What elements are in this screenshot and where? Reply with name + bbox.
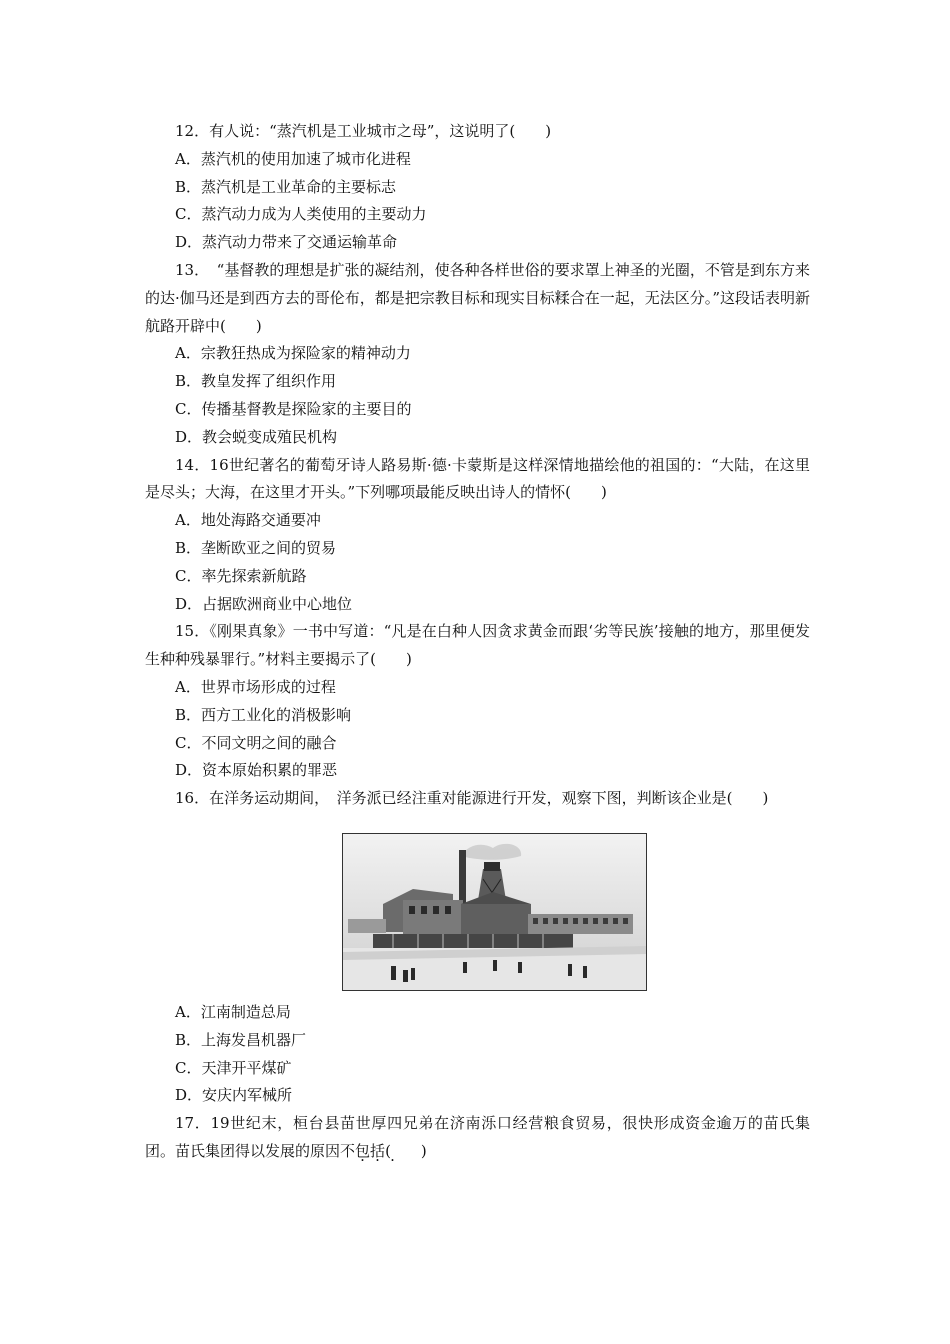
option-c: C．不同文明之间的融合	[175, 733, 337, 752]
option-c: C．天津开平煤矿	[175, 1058, 292, 1077]
factory-illustration	[343, 834, 646, 990]
question-stem: 14．16世纪著名的葡萄牙诗人路易斯·德·卡蒙斯是这样深情地描绘他的祖国的：“大陆，在这里是尽头；大海，在这里才开头。”下列哪项最能反映出诗人的情怀( )	[145, 455, 810, 502]
answer-blank: ( )	[385, 1141, 427, 1160]
question-17	[145, 1110, 810, 1166]
option-d: D．占据欧洲商业中心地位	[175, 594, 353, 613]
option-c: C．传播基督教是探险家的主要目的	[175, 399, 412, 418]
option-b: B．蒸汽机是工业革命的主要标志	[175, 177, 397, 196]
option-b: B．垄断欧亚之间的贸易	[175, 538, 337, 557]
option-a: A．地处海路交通要冲	[175, 511, 321, 530]
question-stem: 15．《刚果真象》一书中写道：“凡是在白种人因贪求黄金而跟‘劣等民族’接触的地方，那里便发生种种残暴罪行。”材料主要揭示了( )	[145, 622, 810, 669]
stem-text: 17．19世纪末，桓台县苗世厚四兄弟在济南泺口经营粮食贸易，很快形成资金逾万的苗氏集团。苗氏集团得以发展的原因	[145, 1114, 810, 1160]
option-b: B．上海发昌机器厂	[175, 1030, 307, 1049]
option-c: C．蒸汽动力成为人类使用的主要动力	[175, 205, 427, 224]
option-d: D．资本原始积累的罪恶	[175, 761, 338, 780]
question-stem: 13． “基督教的理想是扩张的凝结剂，使各种各样世俗的要求罩上神圣的光圈，不管是到东方来的达·伽马还是到西方去的哥伦布，都是把宗教目标和现实目标糅合在一起，无法区分。”这段话表明新航路开辟中( )	[145, 260, 810, 335]
question-13	[145, 257, 810, 452]
emphasis-char: 括	[370, 1141, 386, 1160]
option-c: C．率先探索新航路	[175, 566, 307, 585]
question-12	[145, 118, 810, 257]
option-a: A．世界市场形成的过程	[175, 677, 336, 696]
option-d: D．安庆内军械所	[175, 1086, 293, 1105]
option-d: D．蒸汽动力带来了交通运输革命	[175, 233, 398, 252]
question-stem: 12．有人说：“蒸汽机是工业城市之母”，这说明了( )	[175, 122, 552, 140]
emphasis-char: 包	[355, 1141, 371, 1160]
option-a: A．蒸汽机的使用加速了城市化进程	[175, 149, 411, 168]
question-15	[145, 618, 810, 785]
question-stem: 16．在洋务运动期间， 洋务派已经注重对能源进行开发，观察下图，判断该企业是( )	[175, 789, 769, 808]
exam-page	[145, 118, 810, 1166]
question-14	[145, 452, 810, 619]
emphasis-char: 不	[340, 1141, 356, 1160]
option-a: A．江南制造总局	[175, 1002, 291, 1021]
option-a: A．宗教狂热成为探险家的精神动力	[175, 344, 411, 363]
option-d: D．教会蜕变成殖民机构	[175, 427, 338, 446]
question-16	[145, 785, 810, 1110]
option-b: B．西方工业化的消极影响	[175, 705, 352, 724]
question-stem	[145, 1110, 810, 1166]
option-b: B．教皇发挥了组织作用	[175, 372, 337, 391]
coal-mine-photo	[342, 833, 647, 991]
